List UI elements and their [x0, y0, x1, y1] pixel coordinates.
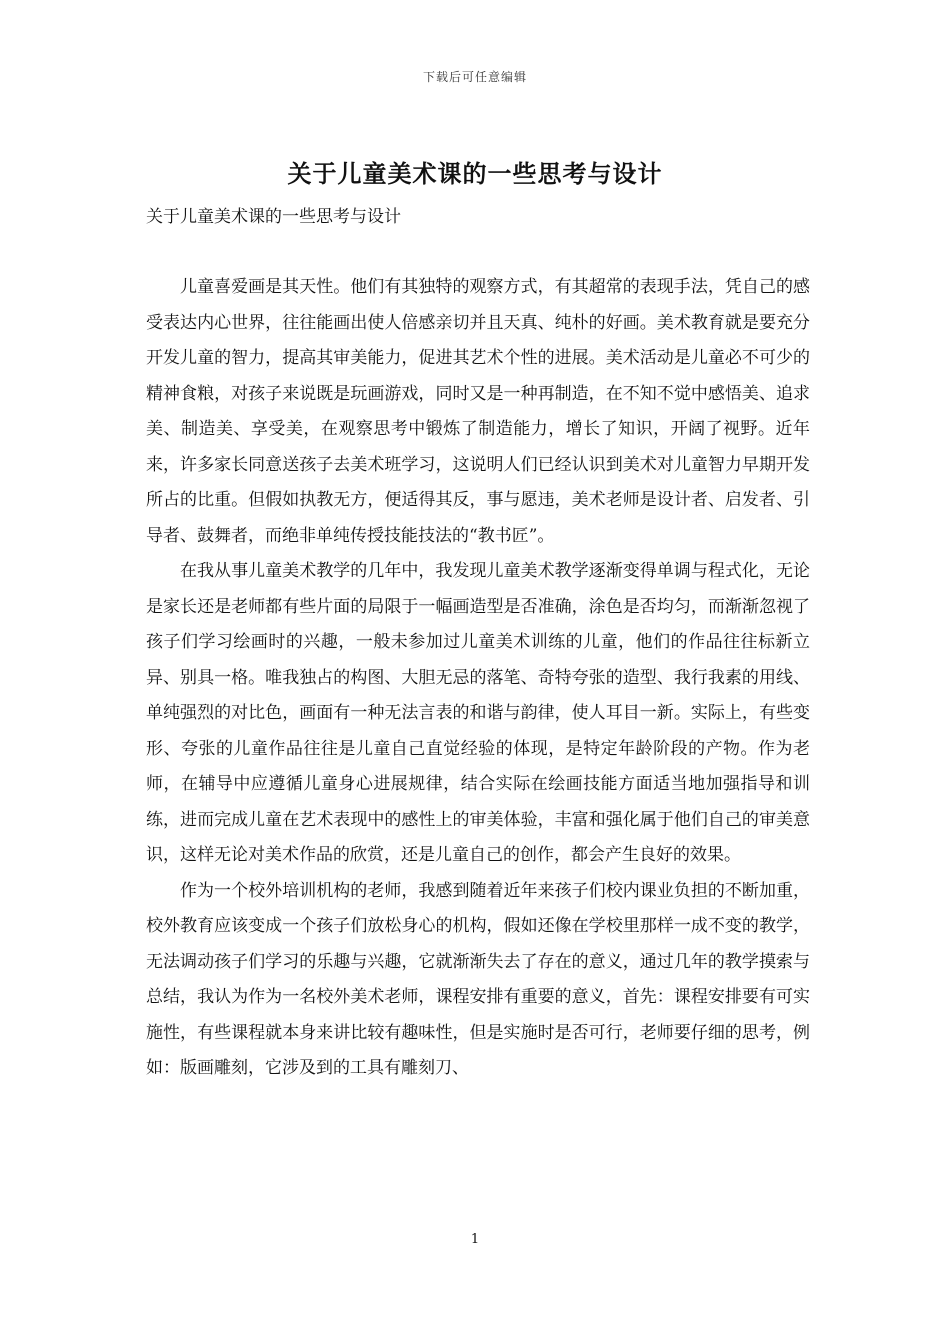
- header-note: 下载后可任意编辑: [422, 70, 527, 84]
- document-subtitle: 关于儿童美术课的一些思考与设计: [146, 207, 401, 227]
- page-number: 1: [470, 1232, 480, 1247]
- paragraph-1: 儿童喜爱画是其天性。他们有其独特的观察方式，有其超常的表现手法，凭自己的感受表达内心世界，往往能画出使人倍感亲切并且天真、纯朴的好画。美术教育就是要充分开发儿童的智力，提高其审美能力，促进其艺术个性的进展。美术活动是儿童必不可少的精神食粮，对孩子来说既是玩画游戏，同时又是一种再制造，在不知不觉中感悟美、追求美、制造美、享受美，在观察思考中锻炼了制造能力，增长了知识，开阔了视野。近年来，许多家长同意送孩子去美术班学习，这说明人们已经认识到美术对儿童智力早期开发所占的比重。但假如执教无方，便适得其反，事与愿违，美术老师是设计者、启发者、引导者、鼓舞者，而绝非单纯传授技能技法的“教书匠”。: [146, 277, 810, 546]
- paragraph-3: 作为一个校外培训机构的老师，我感到随着近年来孩子们校内课业负担的不断加重，校外教育应该变成一个孩子们放松身心的机构，假如还像在学校里那样一成不变的教学，无法调动孩子们学习的乐趣与兴趣，它就渐渐失去了存在的意义，通过几年的教学摸索与总结，我认为作为一名校外美术老师，课程安排有重要的意义，首先：课程安排要有可实施性，有些课程就本身来讲比较有趣味性，但是实施时是否可行，老师要仔细的思考，例如：版画雕刻，它涉及到的工具有雕刻刀、: [146, 880, 810, 1078]
- document-title: 关于儿童美术课的一些思考与设计: [287, 159, 663, 188]
- paragraph-2: 在我从事儿童美术教学的几年中，我发现儿童美术教学逐渐变得单调与程式化，无论是家长还是老师都有些片面的局限于一幅画造型是否准确，涂色是否均匀，而渐渐忽视了孩子们学习绘画时的兴趣，一般未参加过儿童美术训练的儿童，他们的作品往往标新立异、别具一格。唯我独占的构图、大胆无忌的落笔、奇特夸张的造型、我行我素的用线、单纯强烈的对比色，画面有一种无法言表的和谐与韵律，使人耳目一新。实际上，有些变形、夸张的儿童作品往往是儿童自己直觉经验的体现，是特定年龄阶段的产物。作为老师，在辅导中应遵循儿童身心进展规律，结合实际在绘画技能方面适当地加强指导和训练，进而完成儿童在艺术表现中的感性上的审美体验，丰富和强化属于他们自己的审美意识，这样无论对美术作品的欣赏，还是儿童自己的创作，都会产生良好的效果。: [146, 561, 810, 865]
- body-text: [146, 270, 810, 1087]
